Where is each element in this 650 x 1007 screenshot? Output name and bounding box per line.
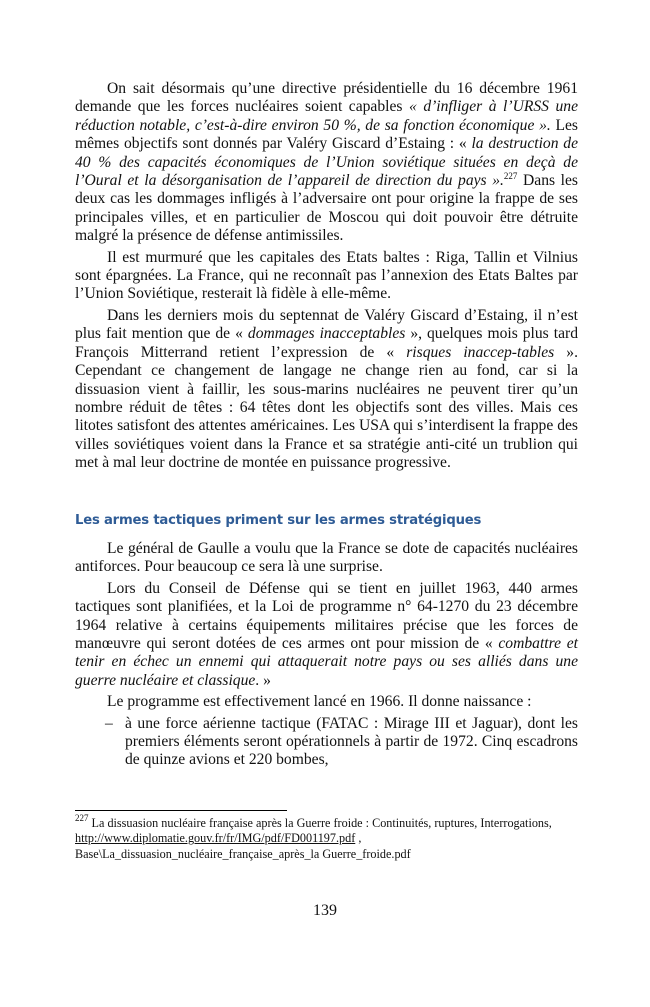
section-heading: Les armes tactiques priment sur les armes stratégiques — [75, 513, 482, 528]
text: Lors du Conseil de Défense qui se tient en juillet 1963, 440 armes tactiques sont planifiées, et la Loi de programme n° 64-1270 du 23 décembre 1964 relative à certains équipements militaires précise que les forces de manœuvre qui seront dotées de ces armes ont pour mission de « — [75, 579, 578, 653]
quote: combattre et tenir en échec un ennemi qui attaquerait notre pays ou ses alliés dans une guerre nucléaire et classique — [75, 635, 578, 689]
quote: la destruction de 40 % des capacités économiques de l’Union soviétique situées en deçà de l’Oural et la désorganisation de l’appareil de direction du pays ». — [75, 135, 579, 190]
footnote-text: La dissuasion nucléaire française après la Guerre froide : Continuités, ruptures, Interrogations, — [88, 816, 552, 830]
paragraph-6: Le programme est effectivement lancé en 1966. Il donne naissance : — [107, 693, 532, 711]
text: . » — [255, 671, 271, 689]
footnote-number: 227 — [75, 813, 89, 823]
footnote — [75, 813, 575, 862]
text: », quelques mois plus tard François Mitterrand retient l’expression de « — [75, 325, 578, 361]
list-item-text: à une force aérienne tactique (FATAC : Mirage III et Jaguar), dont les premiers éléments seront opérationnels à partir de 1972. Cinq escadrons de quinze avions et 220 bombes, — [125, 714, 578, 769]
body-text-bottom — [75, 540, 578, 770]
quote: dommages inacceptables — [247, 325, 406, 343]
quote: risques inaccep-tables — [406, 343, 555, 361]
text: , — [355, 831, 362, 846]
paragraph-4: Le général de Gaulle a voulu que la France se dote de capacités nucléaires antiforces. Pour beaucoup ce sera là une surprise. — [75, 540, 578, 576]
paragraph-2: Il est murmuré que les capitales des Etats baltes : Riga, Tallin et Vilnius sont épargnées. La France, qui ne reconnaît pas l’annexion des Etats Baltes par l’Union Soviétique, resterait là fidèle à elle-même. — [75, 248, 578, 303]
list-item — [105, 715, 578, 770]
page-number: 139 — [313, 902, 337, 919]
dash-bullet: – — [105, 714, 113, 732]
text: On sait désormais qu’une directive présidentielle du 16 décembre 1961 demande que les forces nucléaires soient capables — [75, 80, 578, 116]
text: Les mêmes objectifs sont donnés par Valéry Giscard d’Estaing : « — [75, 116, 579, 153]
footnote-path: Base\La_dissuasion_nucléaire_française_après_la Guerre_froide.pdf — [75, 846, 411, 861]
footnote-divider — [75, 810, 287, 811]
footnote-ref[interactable]: 227 — [503, 171, 518, 182]
paragraph-3 — [75, 307, 578, 473]
paragraph-1 — [75, 80, 578, 246]
text: Dans les derniers mois du septennat de Valéry Giscard d’Estaing, il n’est plus fait mention que de « — [75, 306, 578, 343]
text: ». Cependant ce changement de langage ne change rien au fond, car si la dissuasion vient à faillir, les sous-marins nucléaires ne peuvent tirer qu’un nombre réduit de têtes : 64 têtes dont les objectifs sont des villes. Mais ces litotes satisfont des attentes américaines. Les USA qui s’interdisent la frappe des villes soviétiques voient dans la France et sa stratégie anti-cité un trublion qui met à mal leur doctrine de montée en puissance progressive. — [75, 343, 578, 472]
body-text-top — [75, 80, 578, 476]
quote: « d’infliger à l’URSS une réduction notable, c’est-à-dire environ 50 %, de sa fonction économique ». — [75, 98, 578, 134]
text: Dans les deux cas les dommages infligés à l’adversaire ont pour origine la frappe de ses principales villes, et en particulier de Moscou qui doit pouvoir être détruite malgré la présence de défense antimissiles. — [75, 172, 578, 245]
footnote-link[interactable]: http://www.diplomatie.gouv.fr/fr/IMG/pdf/FD001197.pdf — [75, 831, 356, 846]
paragraph-5 — [75, 580, 578, 690]
